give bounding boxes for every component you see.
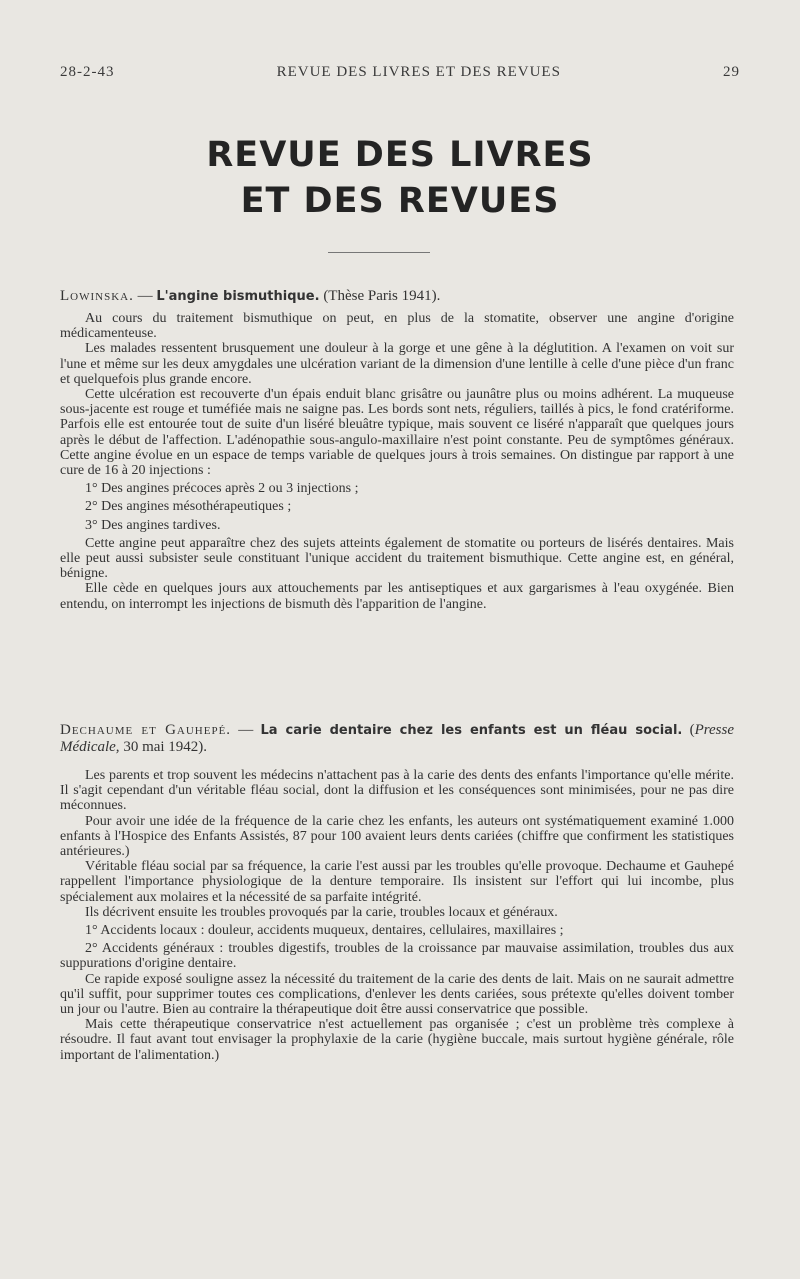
article-authors: Dechaume et Gauhepé. xyxy=(60,722,232,738)
article-reference xyxy=(60,722,734,756)
paragraph: Ce rapide exposé souligne assez la nécessité du traitement de la carie des dents de lait. Mais on ne saurait admettre qu'il suffit, pour supprimer toutes ces complications, d'enlever les dents cariées, sous prétexte qu'elles doivent tomber un jour ou l'autre. Bien au contraire la thérapeutique doit être aussi conservatrice que possible. xyxy=(60,971,734,1018)
list-item: 2° Des angines mésothérapeutiques ; xyxy=(85,499,292,515)
paragraph: Ils décrivent ensuite les troubles provoqués par la carie, troubles locaux et généraux. xyxy=(85,904,558,920)
title-line-1: REVUE DES LIVRES xyxy=(206,135,594,175)
article-source-open: ( xyxy=(689,722,695,738)
paragraph: Cette ulcération est recouverte d'un épais enduit blanc grisâtre ou jaunâtre plus ou moins adhérent. La muqueuse sous-jacente est rouge et tuméfiée mais ne saigne pas. Les bords sont nets, réguliers, taillés à pics, le fond cratériforme. Parfois elle est entourée tout de suite d'un liséré bleuâtre typique, mais souvent ce liséré n'apparaît que quelques jours après le début de l'affection. L'adénopathie sous-angulo-maxillaire n'est point constante. Peu de symptômes généraux. Cette angine évolue en un espace de temps variable de quelques jours à trois semaines. On distingue par rapport à une cure de 16 à 20 injections : xyxy=(60,387,734,479)
title-divider xyxy=(328,252,430,253)
list-item: 3° Des angines tardives. xyxy=(85,517,221,533)
header-running-title: REVUE DES LIVRES ET DES REVUES xyxy=(276,64,561,80)
paragraph: Les parents et trop souvent les médecins n'attachent pas à la carie des dents des enfants l'importance qu'elle mérite. Il s'agit cependant d'un véritable fléau social, dont la diffusion et les conséquences sont minimisées, pour ne pas dire méconnues. xyxy=(60,768,734,814)
article-reference xyxy=(60,288,734,305)
header-page-number: 29 xyxy=(723,64,740,80)
paragraph: Cette angine peut apparaître chez des sujets atteints également de stomatite ou porteurs de lisérés dentaires. Mais elle peut aussi subsister seule constituant l'unique accident du traitement bismuthique. Cette angine est, en général, bénigne. xyxy=(60,535,734,582)
header-date: 28-2-43 xyxy=(60,64,115,80)
article-source-date: 30 mai 1942). xyxy=(123,739,208,755)
article-author: Lowinska. xyxy=(60,288,134,304)
article-lowinska xyxy=(60,288,734,612)
article-source-journal: Presse Médicale, xyxy=(60,722,734,755)
article-dash: — xyxy=(137,288,153,304)
list-item: 2° Accidents généraux : troubles digestifs, troubles de la croissance par mauvaise assimilation, troubles dus aux suppurations d'origine dentaire. xyxy=(60,941,734,972)
paragraph: Elle cède en quelques jours aux attouchements par les antiseptiques et aux gargarismes à l'eau oxygénée. Bien entendu, on interrompt les injections de bismuth dès l'apparition de l'angine. xyxy=(60,581,734,612)
article-dash: — xyxy=(238,722,254,738)
title-line-2: ET DES REVUES xyxy=(240,181,560,221)
article-title: L'angine bismuthique. xyxy=(156,289,320,304)
page-title xyxy=(0,132,800,224)
list-item: 1° Des angines précoces après 2 ou 3 injections ; xyxy=(85,481,359,497)
article-source: (Thèse Paris 1941). xyxy=(323,288,441,304)
paragraph: Les malades ressentent brusquement une douleur à la gorge et une gêne à la déglutition. A l'examen on voit sur l'une et même sur les deux amygdales une ulcération variant de la dimension d'une lentille à celle d'une pièce d'un franc et quelquefois plus grande encore. xyxy=(60,341,734,387)
running-header xyxy=(60,64,740,81)
paragraph: Pour avoir une idée de la fréquence de la carie chez les enfants, les auteurs ont systématiquement examiné 1.000 enfants à l'Hospice des Enfants Assistés, 87 pour 100 avaient leurs dents cariées (chiffre que confirment les statistiques antérieures.) xyxy=(60,813,734,860)
paragraph: Mais cette thérapeutique conservatrice n'est actuellement pas organisée ; c'est un problème très complexe à résoudre. Il faut avant tout envisager la prophylaxie de la carie (hygiène buccale, mais surtout hygiène générale, rôle important de l'alimentation.) xyxy=(60,1017,734,1063)
article-dechaume-gauhepe xyxy=(60,722,734,1063)
paragraph: Véritable fléau social par sa fréquence, la carie l'est aussi par les troubles qu'elle provoque. Dechaume et Gauhepé rappellent l'importance physiologique de la denture temporaire. Ils insistent sur l'effort qui lui incombe, plus spécialement aux molaires et la nécessité de sa parfaite intégrité. xyxy=(60,859,734,905)
paragraph: Au cours du traitement bismuthique on peut, en plus de la stomatite, observer une angine d'origine médicamenteuse. xyxy=(60,311,734,342)
list-item: 1° Accidents locaux : douleur, accidents muqueux, dentaires, cellulaires, maxillaires ; xyxy=(85,923,564,939)
article-title: La carie dentaire chez les enfants est un fléau social. xyxy=(260,723,683,738)
